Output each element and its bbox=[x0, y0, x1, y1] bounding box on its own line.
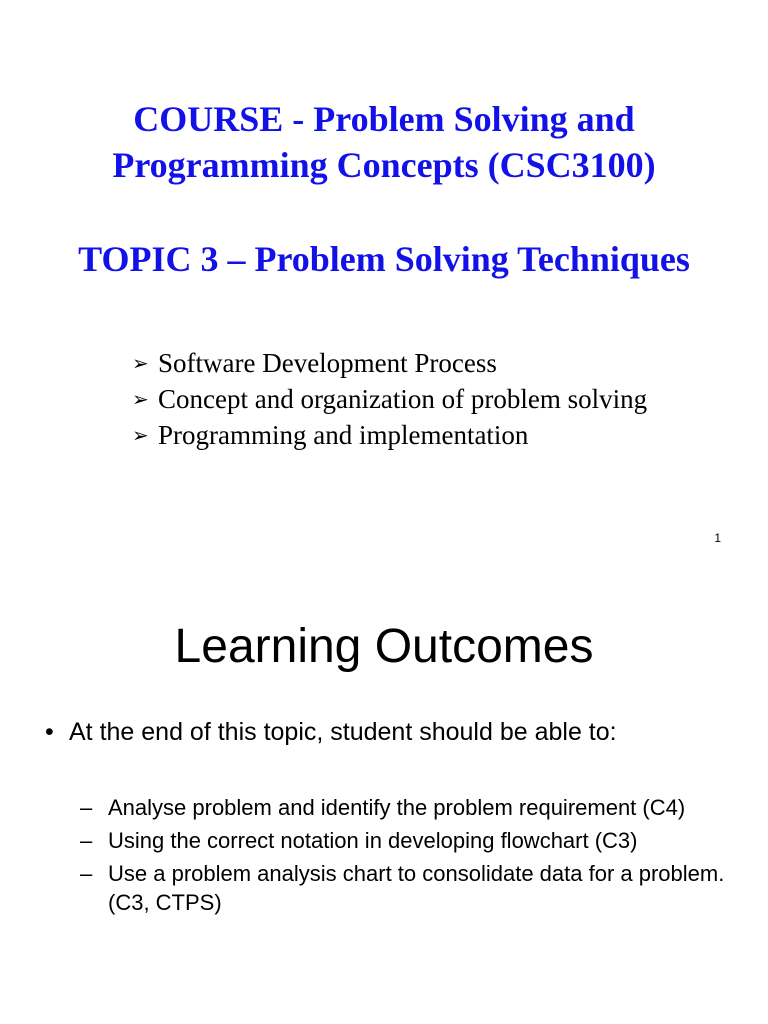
outcome-text: Use a problem analysis chart to consolidate data for a problem. (C3, CTPS) bbox=[108, 861, 725, 915]
arrow-bullet-icon: ➢ bbox=[132, 351, 149, 375]
bullet-icon: • bbox=[45, 718, 54, 746]
topic-list bbox=[132, 345, 652, 453]
outcome-item bbox=[80, 826, 730, 855]
arrow-bullet-icon: ➢ bbox=[132, 387, 149, 411]
intro-text: At the end of this topic, student should be able to: bbox=[69, 718, 617, 746]
dash-bullet-icon: – bbox=[80, 828, 93, 853]
topic-list-item bbox=[132, 381, 652, 417]
learning-outcomes-title: Learning Outcomes bbox=[174, 620, 594, 673]
intro-bullet bbox=[45, 715, 617, 749]
topic-item-label: Programming and implementation bbox=[158, 420, 529, 450]
page-number: 1 bbox=[714, 531, 721, 545]
topic-item-label: Software Development Process bbox=[158, 348, 497, 378]
outcome-text: Analyse problem and identify the problem requirement (C4) bbox=[108, 795, 686, 820]
topic-list-item bbox=[132, 417, 652, 453]
dash-bullet-icon: – bbox=[80, 861, 93, 886]
topic-list-item bbox=[132, 345, 652, 381]
outcome-list bbox=[80, 793, 730, 921]
course-title-line-1: COURSE - Problem Solving and bbox=[133, 99, 635, 139]
topic-item-label: Concept and organization of problem solving bbox=[158, 384, 648, 414]
outcome-item bbox=[80, 793, 730, 822]
slide-2 bbox=[0, 565, 768, 1024]
arrow-bullet-icon: ➢ bbox=[132, 423, 149, 447]
course-title-line-2: Programming Concepts (CSC3100) bbox=[112, 145, 656, 185]
outcome-item bbox=[80, 859, 730, 917]
topic-title: TOPIC 3 – Problem Solving Techniques bbox=[78, 239, 690, 279]
course-title bbox=[0, 96, 768, 188]
dash-bullet-icon: – bbox=[80, 795, 93, 820]
outcome-text: Using the correct notation in developing flowchart (C3) bbox=[108, 828, 638, 853]
